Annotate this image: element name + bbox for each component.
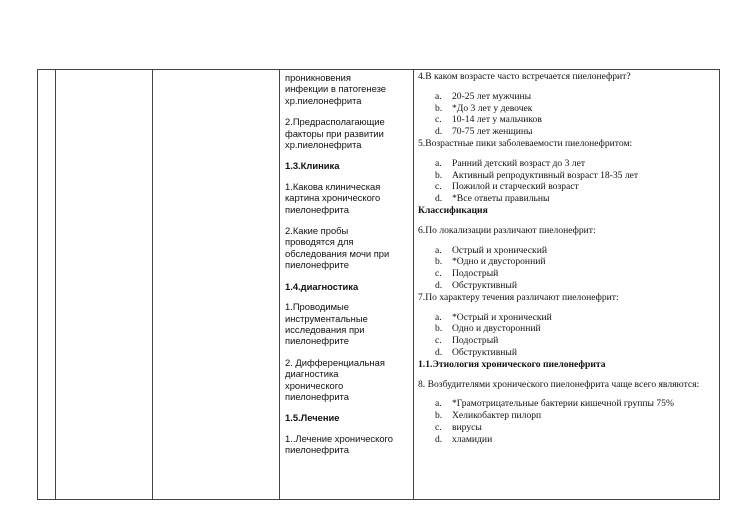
- answer-option: b. Хеликобактер пилорп: [435, 410, 542, 422]
- question-text: 6.По локализации различают пиелонефрит:: [418, 224, 596, 236]
- section-heading: Классификация: [418, 204, 488, 216]
- topics-cell: [280, 70, 414, 500]
- questions-cell: [414, 70, 720, 500]
- answer-option: a. Ранний детский возраст до 3 лет: [435, 157, 586, 169]
- topic-text: 2. Дифференциальная диагностика хронического пиелонефрита: [285, 356, 385, 402]
- answer-option: a. 20-25 лет мужчины: [435, 90, 532, 102]
- answer-option: b. Одно и двусторонний: [435, 323, 541, 335]
- answer-option: a. *Острый и хронический: [435, 311, 552, 323]
- answer-option: d. хламидии: [435, 433, 493, 445]
- topic-text: 1.Какова клиническая картина хронического пиелонефрита: [285, 180, 381, 215]
- content-table: [37, 69, 720, 500]
- answer-option: b. Активный репродуктивный возраст 18-35 лет: [435, 169, 639, 181]
- section-heading: 1.5.Лечение: [285, 412, 340, 424]
- answer-option: c. Подострый: [435, 335, 499, 347]
- table-row: [38, 70, 720, 500]
- section-heading: 1.1.Этиология хронического пиелонефрита: [418, 358, 606, 370]
- answer-option: c. вирусы: [435, 421, 482, 433]
- options-q6: [418, 245, 715, 292]
- questions-list: [414, 70, 719, 446]
- answer-option: c. Пожилой и старческий возраст: [435, 181, 579, 193]
- topic-text: 2.Предрасполагающие факторы при развитии хр.пиелонефрита: [285, 116, 385, 151]
- answer-option: d. *Все ответы правильны: [435, 193, 550, 205]
- answer-option: c. Подострый: [435, 268, 499, 280]
- question-text: 5.Возрастные пики заболеваемости пиелонефритом:: [418, 137, 633, 149]
- section-heading: 1.3.Клиника: [285, 160, 340, 172]
- question-text: 4.В каком возрасте часто встречается пиелонефрит?: [418, 71, 631, 82]
- question-text: 7.По характеру течения различают пиелонефрит:: [418, 291, 619, 303]
- answer-option: d. Обструктивный: [435, 279, 517, 291]
- answer-option: d. Обструктивный: [435, 346, 517, 358]
- answer-option: a. *Грамотрицательные бактерии кишечной группы 75%: [435, 398, 674, 410]
- question-text: 8. Возбудителями хронического пиелонефрита чаще всего являются:: [418, 378, 700, 390]
- topic-text: проникновения инфекции в патогенезе хр.пиелонефрита: [285, 72, 386, 106]
- topic-text: 2.Какие пробы проводятся для обследования мочи при пиелонефрите: [285, 225, 390, 271]
- table-cell-number: [38, 70, 56, 500]
- topic-text: 1.Проводимые инструментальные исследования при пиелонефрите: [285, 301, 368, 347]
- section-heading: 1.4.диагностика: [285, 280, 359, 292]
- answer-option: b. *До 3 лет у девочек: [435, 102, 533, 114]
- answer-option: b. *Одно и двусторонний: [435, 256, 546, 268]
- options-q8: [418, 398, 715, 445]
- options-q7: [418, 312, 715, 359]
- topics-list: [280, 70, 413, 456]
- options-q4: [418, 91, 715, 138]
- table-cell-empty-2: [153, 70, 280, 500]
- options-q5: [418, 158, 715, 205]
- answer-option: d. 70-75 лет женщины: [435, 126, 533, 138]
- answer-option: a. Острый и хронический: [435, 244, 547, 256]
- table-cell-empty-1: [56, 70, 153, 500]
- answer-option: c. 10-14 лет у мальчиков: [435, 114, 542, 126]
- topic-text: 1..Лечение хронического пиелонефрита: [285, 432, 393, 456]
